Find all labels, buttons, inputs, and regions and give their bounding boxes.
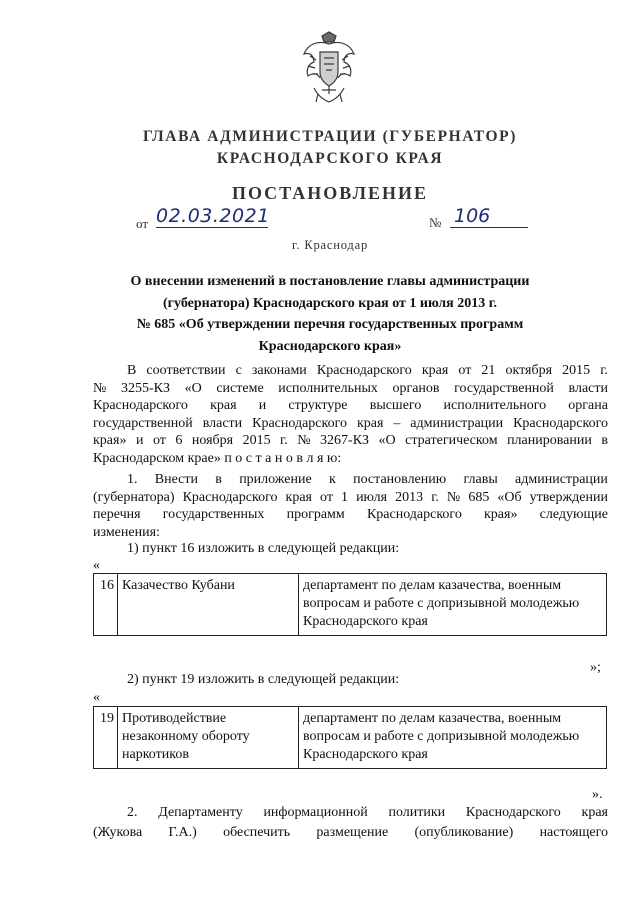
word: (Жукова bbox=[93, 825, 143, 840]
department-line: Краснодарского края bbox=[303, 747, 428, 762]
word: 685 bbox=[468, 489, 490, 505]
table-item16 bbox=[93, 573, 607, 636]
word: 3255-КЗ bbox=[120, 380, 170, 396]
word: администрации bbox=[410, 415, 504, 431]
word: планировании bbox=[507, 433, 592, 448]
table-cell-department bbox=[299, 707, 607, 769]
item2-paragraph bbox=[93, 803, 608, 843]
word: «О bbox=[184, 380, 202, 396]
word: края bbox=[581, 805, 608, 820]
org-name-line1: ГЛАВА АДМИНИСТРАЦИИ (ГУБЕРНАТОР) bbox=[143, 128, 517, 145]
word: края bbox=[356, 415, 384, 431]
text-line bbox=[93, 415, 608, 433]
word: 2. bbox=[127, 805, 138, 820]
word: обеспечить bbox=[223, 825, 291, 840]
document-title bbox=[100, 271, 560, 357]
word: края» bbox=[93, 433, 127, 448]
subitem2-paragraph bbox=[93, 671, 608, 689]
name-line: Противодействие bbox=[122, 711, 227, 726]
word: № bbox=[297, 433, 311, 448]
city: г. Краснодар bbox=[292, 238, 368, 252]
word: (опубликование) bbox=[414, 825, 514, 840]
word: края bbox=[421, 363, 449, 378]
word: информационной bbox=[263, 805, 368, 820]
word: администрации bbox=[515, 472, 608, 487]
table-cell-number: 16 bbox=[94, 574, 118, 636]
word: г. bbox=[600, 363, 608, 378]
word: Краснодарского bbox=[366, 507, 462, 522]
text-line bbox=[93, 432, 608, 450]
word: 2013 bbox=[395, 489, 424, 505]
word: 6 bbox=[175, 433, 183, 448]
word: края» bbox=[484, 507, 518, 522]
subitem1-paragraph bbox=[93, 540, 608, 558]
word: «Об bbox=[497, 489, 522, 505]
word: В bbox=[127, 363, 137, 378]
department-line: департамент по делам казачества, военным bbox=[303, 578, 562, 593]
table-cell-number: 19 bbox=[94, 707, 118, 769]
word: (губернатора) bbox=[93, 489, 175, 505]
word: Департаменту bbox=[158, 805, 243, 820]
department-line: департамент по делам казачества, военным bbox=[303, 711, 562, 726]
word: приложение bbox=[239, 472, 312, 487]
word: «О bbox=[378, 433, 396, 448]
word: с bbox=[235, 363, 242, 378]
number-label: № bbox=[429, 215, 442, 230]
word: утверждении bbox=[529, 489, 608, 505]
word: постановлению bbox=[353, 472, 447, 487]
word: Внести bbox=[154, 472, 198, 487]
word: 2015 bbox=[242, 433, 271, 448]
word: соответствии bbox=[146, 363, 226, 378]
subitem1-label: 1) пункт 16 изложить в следующей редакции: bbox=[127, 541, 400, 556]
department-line: вопросам и работе с допризывной молодежью bbox=[303, 729, 580, 744]
word: в bbox=[601, 433, 608, 448]
table-item19 bbox=[93, 706, 607, 769]
text-line bbox=[93, 489, 608, 507]
table-cell-name: Казачество Кубани bbox=[118, 574, 299, 636]
word: стратегическом bbox=[405, 433, 498, 448]
word: структуре bbox=[288, 398, 348, 413]
word: июля bbox=[356, 489, 388, 505]
word: размещение bbox=[316, 825, 389, 840]
word: Краснодарского bbox=[465, 805, 561, 820]
word: органов bbox=[392, 380, 440, 396]
open-quote: « bbox=[93, 690, 100, 705]
preamble-paragraph bbox=[93, 362, 608, 467]
word: 2015 bbox=[562, 363, 591, 378]
org-name-line2: КРАСНОДАРСКОГО КРАЯ bbox=[216, 150, 444, 167]
title-line: Краснодарского края» bbox=[258, 338, 402, 354]
table-cell-name bbox=[118, 707, 299, 769]
word: государственной bbox=[454, 380, 554, 396]
text-line: изменения: bbox=[93, 524, 160, 540]
text-line bbox=[93, 506, 608, 524]
word: законами bbox=[251, 363, 307, 378]
word: 1. bbox=[127, 472, 138, 487]
name-line: незаконному обороту bbox=[122, 729, 250, 744]
text-line bbox=[93, 803, 608, 823]
text-line bbox=[93, 397, 608, 415]
word: перечня bbox=[93, 507, 141, 522]
text-line bbox=[93, 823, 608, 843]
word: исполнительных bbox=[278, 380, 378, 396]
word: органа bbox=[568, 398, 608, 413]
word: края bbox=[285, 489, 312, 505]
table-cell-department bbox=[299, 574, 607, 636]
word: настоящего bbox=[539, 825, 608, 840]
word: ноября bbox=[191, 433, 234, 448]
word: Краснодарского bbox=[252, 415, 347, 431]
word: г. bbox=[431, 489, 439, 505]
date-label: от bbox=[136, 216, 149, 231]
department-line: Краснодарского края bbox=[303, 614, 428, 629]
word: к bbox=[329, 472, 336, 487]
word: от bbox=[458, 363, 472, 378]
text-line bbox=[93, 380, 608, 398]
item1-paragraph bbox=[93, 471, 608, 541]
number-value-handwritten: 106 bbox=[450, 205, 528, 228]
word: – bbox=[393, 415, 401, 431]
word: политики bbox=[388, 805, 446, 820]
word: государственной bbox=[93, 415, 193, 431]
word: 1 bbox=[341, 489, 349, 505]
word: г. bbox=[280, 433, 288, 448]
word: в bbox=[215, 472, 222, 487]
table-row bbox=[94, 574, 607, 636]
title-line: № 685 «Об утверждении перечня государственных программ bbox=[136, 317, 524, 332]
word: Краснодарского bbox=[182, 489, 278, 505]
word: программ bbox=[286, 507, 345, 522]
word: Г.А.) bbox=[168, 825, 197, 840]
document-type: ПОСТАНОВЛЕНИЕ bbox=[231, 183, 429, 203]
word: № bbox=[446, 489, 461, 505]
word: системе bbox=[216, 380, 264, 396]
word: октября bbox=[505, 363, 553, 378]
word: исполнительного bbox=[443, 398, 547, 413]
subitem2-label: 2) пункт 19 изложить в следующей редакции: bbox=[127, 672, 400, 687]
word: власти bbox=[202, 415, 243, 431]
word: 3267-КЗ bbox=[320, 433, 370, 448]
word: Краснодарского bbox=[93, 398, 188, 413]
open-quote: « bbox=[93, 558, 100, 573]
word: от bbox=[152, 433, 166, 448]
word: № bbox=[93, 380, 107, 396]
table-row bbox=[94, 707, 607, 769]
date-value-handwritten: 02.03.2021 bbox=[156, 205, 270, 227]
word: края bbox=[210, 398, 237, 413]
text-line bbox=[93, 471, 608, 489]
word: государственных bbox=[162, 507, 265, 522]
word: высшего bbox=[369, 398, 422, 413]
word: 21 bbox=[481, 363, 496, 378]
word: Краснодарского bbox=[513, 415, 608, 431]
word: Краснодарского bbox=[316, 363, 412, 378]
word: следующие bbox=[539, 507, 608, 522]
word: и bbox=[135, 433, 144, 448]
department-line: вопросам и работе с допризывной молодежью bbox=[303, 596, 580, 611]
close-quote: ». bbox=[592, 787, 603, 802]
word: и bbox=[258, 398, 267, 413]
word: от bbox=[320, 489, 333, 505]
name-line: наркотиков bbox=[122, 747, 189, 762]
close-quote: »; bbox=[590, 660, 601, 675]
text-line bbox=[93, 362, 608, 380]
coat-of-arms-icon bbox=[300, 30, 358, 106]
title-line: О внесении изменений в постановление главы администрации bbox=[130, 274, 530, 289]
word: власти bbox=[568, 380, 608, 396]
title-line: (губернатора) Краснодарского края от 1 июля 2013 г. bbox=[162, 295, 498, 311]
text-line: Краснодарском крае» п о с т а н о в л я ю: bbox=[93, 450, 342, 466]
word: главы bbox=[463, 472, 498, 487]
